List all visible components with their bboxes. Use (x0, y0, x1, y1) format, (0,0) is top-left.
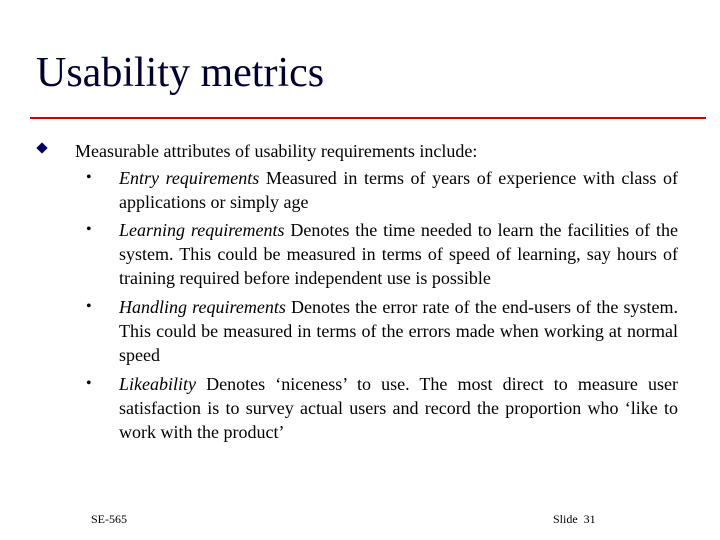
list-item-body (119, 372, 678, 444)
intro-text: Measurable attributes of usability requirements include: (75, 141, 478, 161)
bullet-icon: • (86, 375, 92, 392)
list-item-text: Measured in terms of years of experience with class of applications or simply age (119, 168, 678, 212)
list-item-term: Entry requirements (119, 168, 260, 188)
list-item-body (119, 166, 678, 214)
list-item-body (119, 295, 678, 367)
bullet-icon: • (86, 169, 92, 186)
list-item-text: Denotes ‘niceness’ to use. The most direct to measure user satisfaction is to survey actual users and record the proportion who ‘like to work with the product’ (119, 374, 678, 442)
title-divider (30, 117, 706, 119)
bullet-icon: • (86, 298, 92, 315)
list-item-text: Denotes the time needed to learn the facilities of the system. This could be measured in terms of speed of learning, say hours of training required before independent use is possible (119, 220, 678, 288)
slide-title: Usability metrics (36, 50, 325, 96)
list-item (86, 372, 678, 444)
diamond-bullet-icon (36, 142, 47, 153)
list-item-term: Handling requirements (119, 297, 286, 317)
bullet-icon: • (86, 221, 92, 238)
footer-course-code: SE-565 (91, 512, 127, 526)
list-item-term: Learning requirements (119, 220, 285, 240)
list-item (86, 295, 678, 367)
list-item-term: Likeability (119, 374, 196, 394)
footer-slide-number: Slide 31 (553, 512, 596, 526)
list-item (86, 218, 678, 290)
list-item (86, 166, 678, 214)
list-item-text: Denotes the error rate of the end-users of the system. This could be measured in terms of the errors made when working at normal speed (119, 297, 678, 365)
list-item-body (119, 218, 678, 290)
